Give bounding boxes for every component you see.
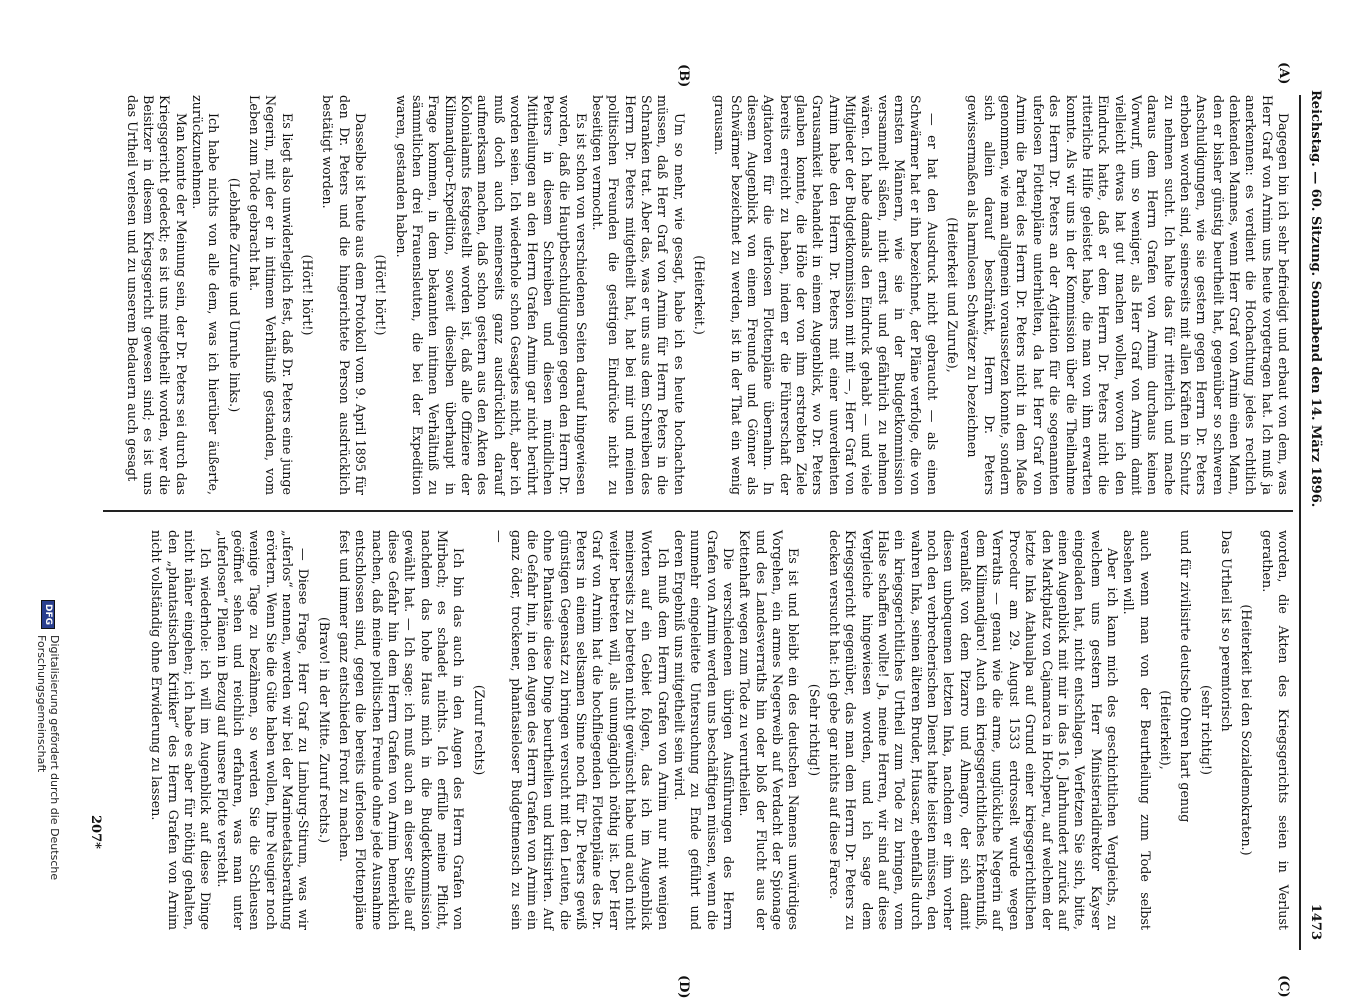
paragraph: worden, die Akten des Kriegsgerichts seien in Verlust gerathen. — [1259, 530, 1291, 930]
paragraph: Dasselbe ist heute aus dem Protokoll vom 9. April 1895 für den Dr. Peters und die hingerichtete Person ausdrücklich bestätigt worden. — [320, 95, 369, 495]
paragraph: Die verschiedenen übrigen Ausführungen des Herrn Grafen von Arnim werden uns beschäftigen müssen, wenn die nunmehr eingeleitete Untersuchung zu Ende geführt und deren Ergebniß uns mitgetheilt sein wird. — [671, 530, 736, 930]
interjection: (Heiterkeit), — [1157, 690, 1173, 770]
interjection: (Lebhafte Zurufe und Unruhe links.) — [226, 177, 242, 413]
interjection: (Heiterkeit bei den Sozialdemokraten.) — [1239, 604, 1255, 856]
paragraph: Ich habe nichts von alle dem, was ich hierüber äußerte, zurückzunehmen. — [190, 95, 222, 495]
digitization-note-text: Digitalisierung gefördert durch die Deutsche Forschungsgemeinschaft — [35, 635, 61, 881]
column-divider — [103, 510, 1293, 512]
margin-marker-d: (D) — [676, 975, 691, 999]
interjection: (Zuruf rechts) — [471, 684, 487, 776]
paragraph: — Diese Frage, Herr Graf zu Limburg-Stirum, was wir „uferlos“ nennen, werden wir bei der Marineetatsberathung erörtern. Wenn Sie die Güte haben wollen, Ihre Neugier noch wenige Tage zu bezähmen, so werden Sie die Schleusen geöffnet sehen und reichlich erfahren, was man unter „uferlosen“ Plänen in Bezug auf unsere Flotte versteht. — [214, 530, 312, 930]
paragraph: Das Urtheil ist so peremtorisch — [1218, 530, 1234, 732]
paragraph: Dagegen bin ich sehr befriedigt und erbaut von dem, was Herr Graf von Arnim uns heute vorgetragen hat. Ich muß ja anerkennen: es verdient die Hochachtung jedes rechtlich denkenden Mannes, wenn Herr Graf von Arnim einen Mann, den er bisher günstig beurtheilt hat, gegenüber so schweren Anschuldigungen, wie sie gestern gegen Herrn Dr. Peters erhoben worden sind, seinerseits mit allen Kräften in Schutz zu nehmen sucht. Ich halte das für ritterlich und mache daraus dem Herrn Grafen von Arnim durchaus keinen Vorwurf, um so weniger, als Herr Graf von Arnim damit vielleicht etwas hat gut machen wollen, wovon ich den Eindruck hatte, daß er dem Herrn Dr. Peters nicht die ritterliche Hilfe geleistet habe, die man von ihm erwarten konnte. Als wir uns in der Kommission über die Theilnahme des Herrn Dr. Peters an der Agitation für die sogenannten uferlosen Flottenpläne unterhielten, da hat Herr Graf von Arnim die Partei des Herrn Dr. Peters nicht in dem Maße genommen, wie man allgemein voraussetzen konnte, sondern sich allein darauf beschränkt, Herrn Dr. Peters gewissermaßen als harmlosen Schwätzer zu bezeichnen — [965, 95, 1291, 495]
paragraph: Aber ich kann mich des geschichtlichen Vergleichs, zu welchem uns gestern Herr Ministerialdirektor Kayser eingeladen hat, nicht entschlagen. Verfetzen Sie sich, bitte, einen Augenblick mit mir in das 16. Jahrhundert zurück auf den Marktplatz von Cajamarca in Hochperu, auf welchem der letzte Inka Atahualpa auf Grund einer kriegsgerichtlichen Procedur am 29. August 1533 erdrosselt wurde wegen Verraths — genau wie die arme, unglückliche Negerin auf dem Kilimandjaro! Auch ein kriegsgerichtliches Erkenntniß, veranlaßt von dem Pizarro und Almagro, der sich damit diesen unbequemen letzten Inka, nachdem er ihm vorher noch den verbrecherischen Dienst hatte leisten müssen, den wahren Inka, seinen älteren Bruder, Huascar, ebenfalls durch ein kriegsgerichtliches Urtheil zum Tode zu bringen, vom Halse schaffen wollte! Ja, meine Herren, wir sind auf diese Vergleiche hingewiesen worden, und ich sage dem Kriegsgericht gegenüber, das man dem Herrn Dr. Peters zu decken versucht hat: ich gebe gar nichts auf diese Farce. — [827, 530, 1120, 930]
digitization-note — [33, 600, 63, 980]
margin-marker-b: (B) — [676, 64, 691, 88]
footer-page-number: 207* — [88, 815, 103, 849]
interjection: (Hört! hört!) — [373, 254, 389, 336]
header-page-number: 1473 — [1308, 903, 1323, 940]
paragraph: auch wenn man von der Beurtheilung zum Tode selbst absehen will. — [1121, 530, 1153, 930]
left-text-column — [111, 95, 1291, 495]
interjection: (Heiterkeit.) — [691, 255, 707, 335]
header-title: Reichstag. — 60. Sitzung. Sonnabend den 14. März 1896. — [1308, 90, 1323, 508]
paragraph: Ich muß dem Herrn Grafen von Arnim nur mit wenigen Worten auf ein Gebiet folgen, das ich im Augenblick meinerseits zu betreten nicht gewünscht habe und auch nicht weiter betreten will, als unumgänglich nöthig ist. Der Herr Graf von Arnim hat die hochfliegenden Flottenpläne des Dr. Peters in einem seltsamen Sinne noch für Dr. Peters gewiß günstigen Gegensatz zu bringen versucht mit den Leuten, die ohne Phantasie diese Dinge beurtheilten und kritisirten. Auf die Gefahr hin, in den Augen des Herrn Grafen von Arnim ein ganz öder, trockener, phantasieloser Budgetmensch zu sein — — [492, 530, 671, 930]
right-text-column — [111, 530, 1291, 930]
dfg-logo-icon: DFG — [41, 600, 55, 629]
paragraph: Ich bin das auch in den Augen des Herrn Grafen von Mirbach; es schadet nichts. Ich erfülle meine Pflicht, nachdem das hohe Haus mich in die Budgetkommission gewählt hat. — Ich sage: ich muß auch an dieser Stelle auf diese Gefahr hin dem Herrn Grafen von Arnim bemerklich machen, daß meine politischen Freunde ohne jede Ausnahme entschlossen sind, gegen die bereits uferlosen Flottenpläne fest und immer ganz entschieden Front zu machen. — [337, 530, 467, 930]
interjection: (Sehr richtig!) — [806, 683, 822, 777]
paragraph: Es ist schon von verschiedenen Seiten darauf hingewiesen worden, daß die Hauptbeschuldigungen gegen den Herrn Dr. Peters in diesem Schreiben und diesen mündlichen Mittheilungen an den Herrn Grafen Arnim gar nicht berührt worden seien. Ich wiederhole schon Gesagtes nicht, aber ich muß doch auch meinerseits ganz ausdrücklich darauf aufmerksam machen, daß schon gestern aus den Akten des Kolonialamts festgestellt worden ist, daß alle Offiziere der Kilimandjaro-Expedition, soweit dieselben überhaupt in Frage kommen, in dem bekannten intimen Verhältniß zu sämmtlichen drei Frauensleuten, die bei der Expedition waren, gestanden haben. — [393, 95, 589, 495]
paragraph: und für zivilisirte deutsche Ohren hart genug — [1178, 530, 1194, 823]
paragraph: Um so mehr, wie gesagt, habe ich es heute hochachten müssen, daß Herr Graf von Arnim für Herrn Peters in die Schranken trat. Aber das, was er uns aus dem Schreiben des Herrn Dr. Peters mitgetheilt hat, hat bei mir und meinen politischen Freunden die gestrigen Eindrücke nicht zu beseitigen vermocht. — [589, 95, 687, 495]
interjection: (Bravo! in der Mitte. Zuruf rechts.) — [316, 616, 332, 844]
paragraph: Man konnte der Meinung sein, der Dr. Peters sei durch das Kriegsgericht gedeckt; es ist uns mitgetheilt worden, wer die Beisitzer in diesem Kriegsgericht gewesen sind; es ist uns das Urtheil verlesen und zu unserem Bedauern auch gesagt — [124, 95, 189, 495]
interjection: (sehr richtig!) — [1198, 685, 1214, 775]
paragraph: Es liegt also unwiderleglich fest, daß Dr. Peters eine junge Negerin, mit der er in intimem Verhältniß gestanden, vom Leben zum Tode gebracht hat. — [247, 95, 295, 495]
paragraph: Ich wiederhole: ich will im Augenblick auf diese Dinge nicht näher eingehen; ich habe es aber für nöthig gehalten, den „phantastischen Kritiker“ des Herrn Grafen von Arnim nicht vollständig ohne Erwiderung zu lassen. — [149, 530, 214, 930]
margin-marker-a: (A) — [1276, 62, 1291, 85]
paragraph: Es ist und bleibt ein des deutschen Namens unwürdiges Vorgehen, ein armes Negerweib auf Verdacht der Spionage und des Landesverraths hin oder bloß der Flucht aus der Kettenhaft wegen zum Tode zu verurtheilen. — [737, 530, 802, 930]
interjection: (Hört! hört!) — [300, 254, 316, 336]
paragraph: — er hat den Ausdruck nicht gebraucht — als einen Schwärmer hat er ihn bezeichnet, der Pläne verfolge, die von ernsten Männern, wie sie in der Budgetkommission versammelt säßen, nicht ernst und gefährlich zu nehmen wären. Ich habe damals den Eindruck gehabt — und viele Mitglieder der Budgetkommission mit mit —, Herr Graf von Arnim habe den Herrn Dr. Peters mit einer unverdienten Grausamkeit behandelt in einem Augenblick, wo Dr. Peters glauben konnte, die Höhe der von ihm erstrebten Ziele bereits erreicht zu haben, indem er die Führerschaft der Agitatoren für die uferlosen Flottenpläne übernahm. In diesem Augenblick von einem Freunde und Gönner als Schwärmer bezeichnet zu werden, ist in der That ein wenig grausam. — [712, 95, 940, 495]
margin-marker-c: (C) — [1276, 975, 1291, 998]
interjection: (Heiterkeit und Zurufe), — [945, 217, 961, 373]
header-rule — [1299, 95, 1301, 950]
